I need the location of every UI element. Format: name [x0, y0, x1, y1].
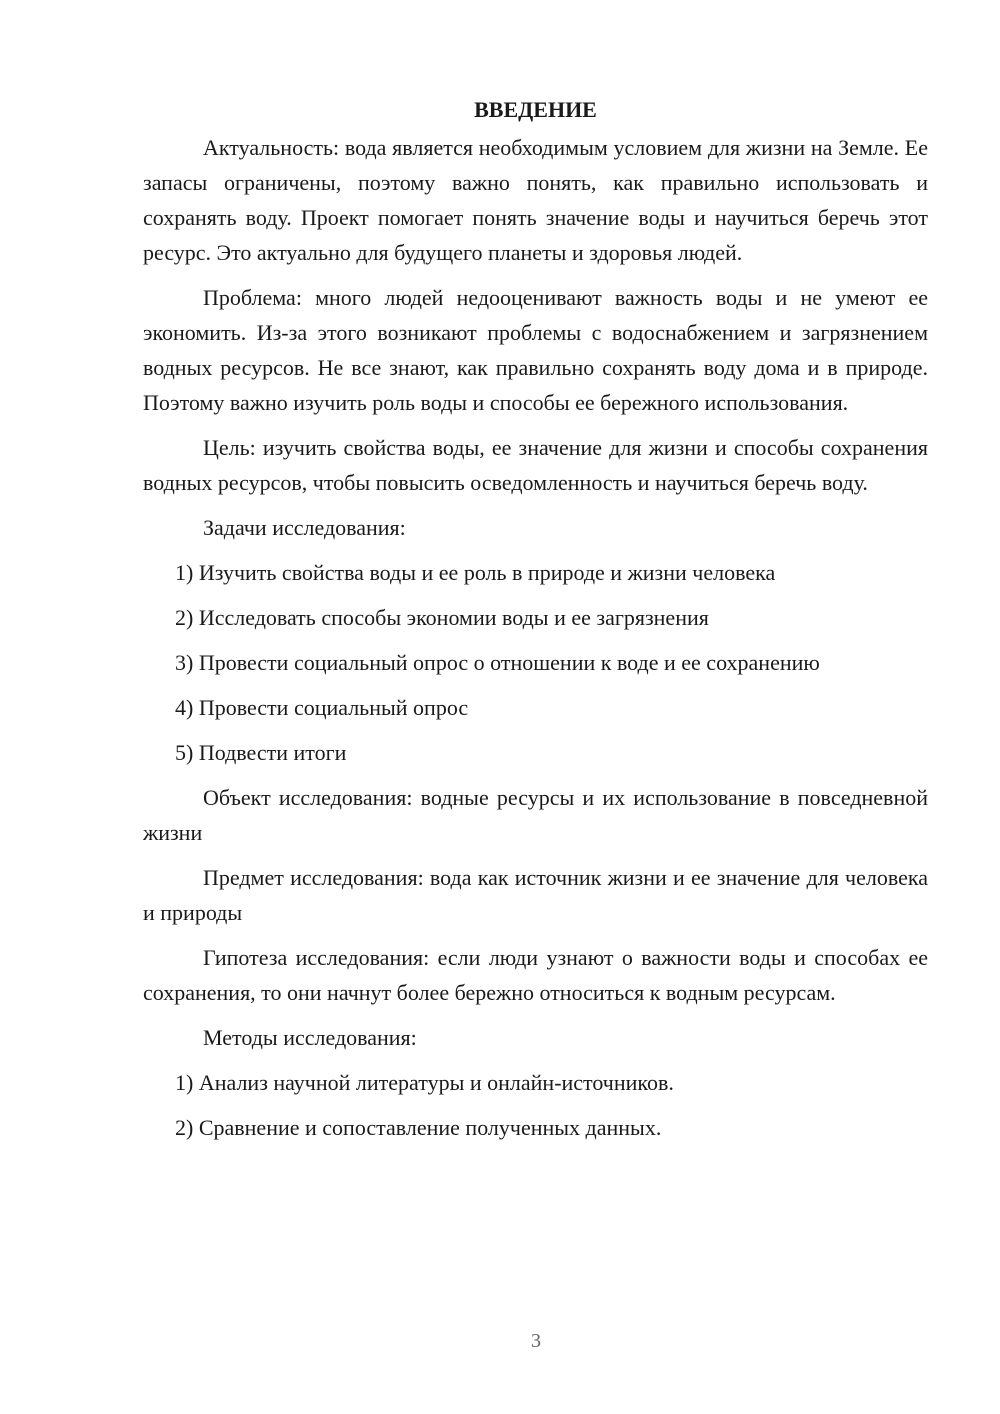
method-item-1: 1) Анализ научной литературы и онлайн-источников.	[175, 1070, 674, 1095]
task-item-5: 5) Подвести итоги	[175, 740, 347, 765]
object-paragraph: Объект исследования: водные ресурсы и их использование в повседневной жизни	[143, 785, 928, 845]
subject-paragraph: Предмет исследования: вода как источник жизни и ее значение для человека и природы	[143, 865, 928, 925]
tasks-heading: Задачи исследования:	[203, 515, 406, 540]
task-item-2: 2) Исследовать способы экономии воды и ее загрязнения	[175, 605, 709, 630]
section-title: ВВЕДЕНИЕ	[474, 97, 597, 122]
goal-paragraph: Цель: изучить свойства воды, ее значение для жизни и способы сохранения водных ресурсов, чтобы повысить осведомленность и научиться беречь воду.	[143, 435, 928, 495]
task-item-1: 1) Изучить свойства воды и ее роль в природе и жизни человека	[175, 560, 776, 585]
page-content	[143, 92, 928, 1155]
task-item-4: 4) Провести социальный опрос	[175, 695, 469, 720]
relevance-paragraph: Актуальность: вода является необходимым условием для жизни на Земле. Ее запасы ограничены, поэтому важно понять, как правильно использовать и сохранять воду. Проект помогает понять значение воды и научиться беречь этот ресурс. Это актуально для будущего планеты и здоровья людей.	[143, 135, 928, 265]
hypothesis-paragraph: Гипотеза исследования: если люди узнают о важности воды и способах ее сохранения, то они начнут более бережно относиться к водным ресурсам.	[143, 945, 928, 1005]
problem-paragraph: Проблема: много людей недооценивают важность воды и не умеют ее экономить. Из-за этого возникают проблемы с водоснабжением и загрязнением водных ресурсов. Не все знают, как правильно сохранять воду дома и в природе. Поэтому важно изучить роль воды и способы ее бережного использования.	[143, 285, 928, 415]
method-item-2: 2) Сравнение и сопоставление полученных данных.	[175, 1115, 662, 1140]
page-number: 3	[531, 1330, 541, 1352]
methods-heading: Методы исследования:	[203, 1025, 417, 1050]
task-item-3: 3) Провести социальный опрос о отношении к воде и ее сохранению	[175, 650, 820, 675]
